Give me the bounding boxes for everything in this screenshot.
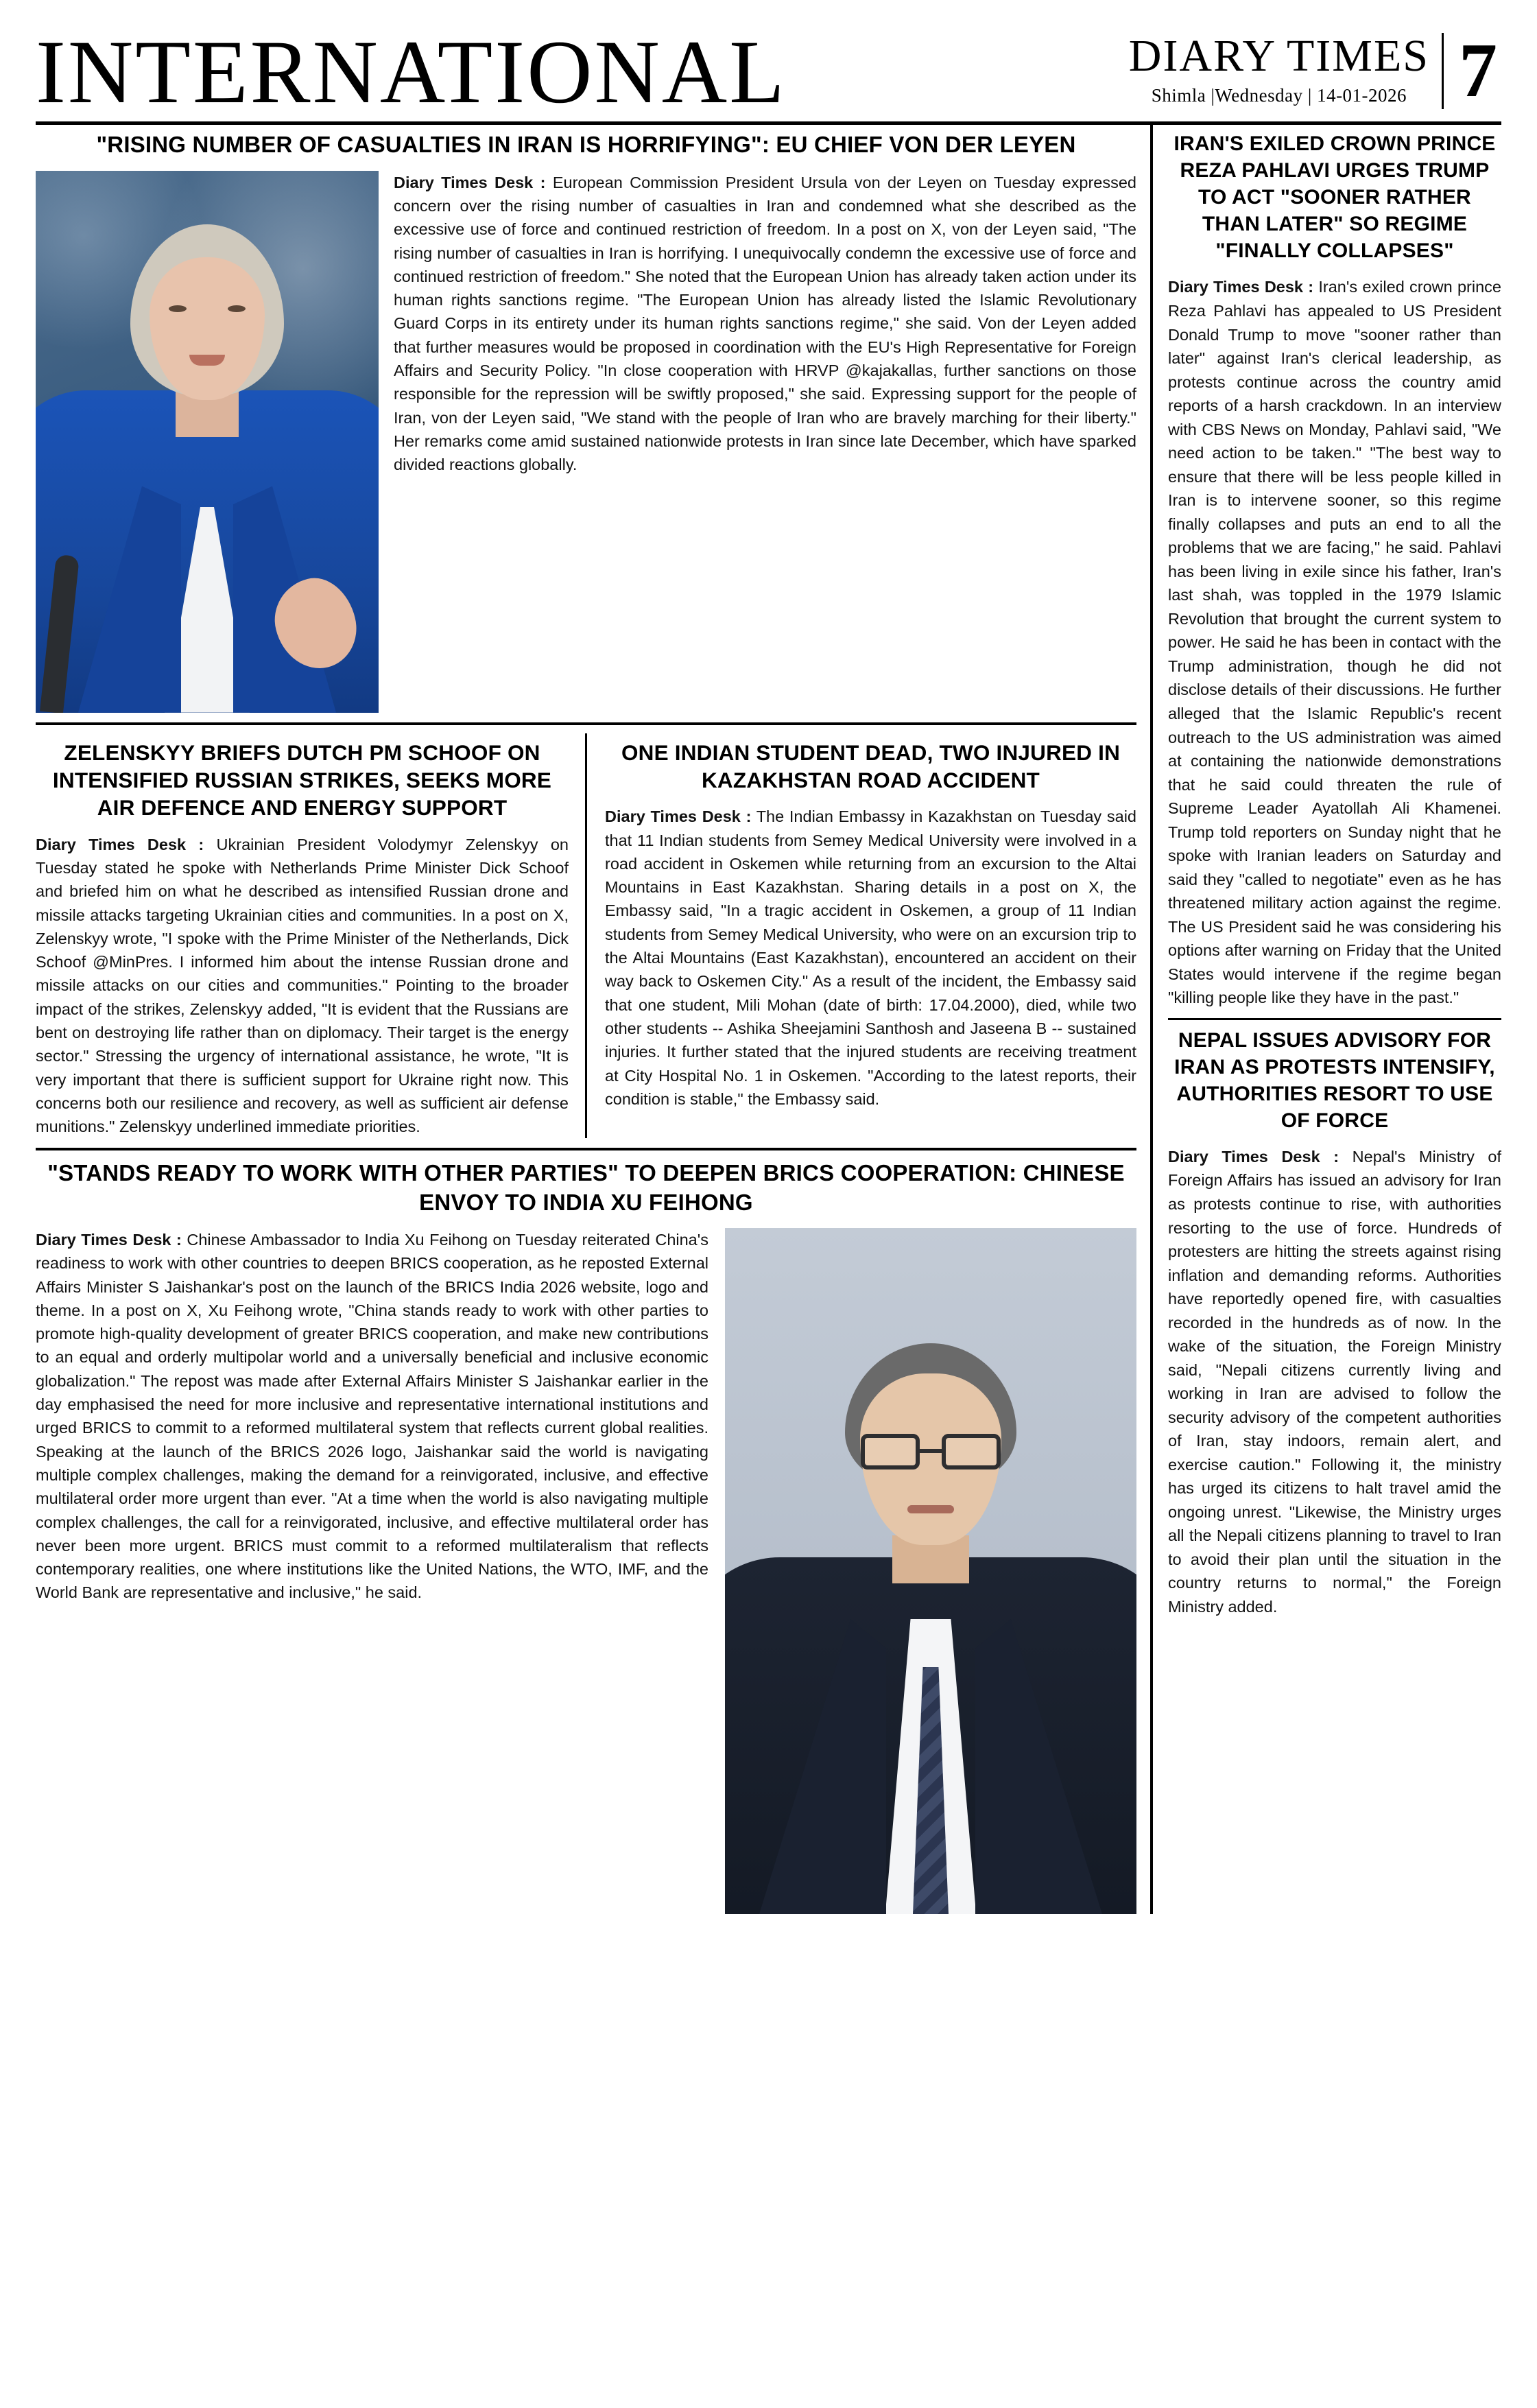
article-brics xyxy=(36,1159,1136,1913)
article-zelenskyy-text: Ukrainian President Volodymyr Zelenskyy on Tuesday stated he spoke with Netherlands Prime Minister Dick Schoof and briefed him on what he described as intensified Russian drone and missile attacks targeting Ukrainian cities and communities. In a post on X, Zelenskyy wrote, "I spoke with the Prime Minister of the Netherlands, Dick Schoof @MinPres. I informed him about the intense Russian drone and missile attacks on our cities and communities." Pointing to the broader impact of the strikes, Zelenskyy added, "It is evident that the Russians are bent on destroying life rather than on diplomacy. Their target is the energy sector." Stressing the urgency of international assistance, he wrote, "It is very important that there is sufficient support for Ukraine right now. This concerns both our resilience and recovery, as well as sufficient air defense munitions." Zelenskyy underlined immediate priorities. xyxy=(36,835,569,1136)
page-title: INTERNATIONAL xyxy=(36,21,787,122)
edition-line: Shimla |Wednesday | 14-01-2026 xyxy=(1151,84,1407,106)
article-pahlavi-headline: IRAN'S EXILED CROWN PRINCE REZA PAHLAVI URGES TRUMP TO ACT "SOONER RATHER THAN LATER" SO REGIME "FINALLY COLLAPSES" xyxy=(1173,132,1496,263)
masthead-right xyxy=(1128,27,1501,114)
article-nepal xyxy=(1168,1027,1501,1619)
brand-block xyxy=(1128,30,1444,110)
article-zelenskyy-body xyxy=(36,833,569,1139)
article-kazakhstan-text: The Indian Embassy in Kazakhstan on Tuesday said that 11 Indian students from Semey Medical University were involved in a road accident in Oskemen while returning from an excursion to the Altai Mountains in East Kazakhstan. Sharing details in a post on X, the Embassy said, "In a tragic accident in Oskemen, a group of 11 Indian students from Semey Medical University, who were on an excursion trip to the Altai Mountains (East Kazakhstan), encountered an accident on their way back to Oskemen City." As a result of the incident, the Embassy said that one student, Mili Mohan (date of birth: 17.04.2000), died, while two other students -- Ashika Sheejamini Santhosh and Jaseena B -- sustained injuries. It further stated that the injured students are receiving treatment at City Hospital No. 1 in Oskemen. "According to the latest reports, their condition is stable," the Embassy said. xyxy=(605,807,1137,1108)
dateline-label: Diary Times Desk : xyxy=(1168,278,1314,296)
dateline-label: Diary Times Desk : xyxy=(605,807,752,826)
article-zelenskyy xyxy=(36,733,585,1139)
article-pahlavi-text: Iran's exiled crown prince Reza Pahlavi has appealed to US President Donald Trump to move "sooner rather than later" against Iran's clerical leadership, as protests continue across the country amid reports of a harsh crackdown. In an interview with CBS News on Monday, Pahlavi said, "We need action to be taken." "The best way to ensure that there will be less people killed in Iran is to intervene sooner, so this regime finally collapses and puts an end to all the problems that we are facing," he said. Pahlavi has been living in exile since his father, Iran's last shah, was toppled in the 1979 Islamic Revolution that brought the current system to power. He said he has been in contact with the Trump administration, though he did not disclose details of their discussions. He further alleged that the Islamic Republic's recent outreach to the US administration was aimed at containing the nationwide demonstrations that he said could threaten the rule of Supreme Leader Ayatollah Ali Khamenei. Trump told reporters on Sunday night that he spoke with Iranian leaders on Saturday and said they "called to negotiate" even as he has threatened military action against the regime. The US President said he was considering his options after warning on Friday that the United States would intervene if the regime began "killing people like they have in the past." xyxy=(1168,278,1501,1007)
dateline-label: Diary Times Desk : xyxy=(1168,1147,1339,1166)
dateline-label: Diary Times Desk : xyxy=(36,1230,182,1249)
article-pahlavi xyxy=(1168,130,1501,1009)
side-column xyxy=(1153,125,1501,1914)
brand-name: DIARY TIMES xyxy=(1128,30,1429,81)
article-nepal-headline: NEPAL ISSUES ADVISORY FOR IRAN AS PROTESTS INTENSIFY, AUTHORITIES RESORT TO USE OF FORCE xyxy=(1174,1028,1495,1132)
masthead xyxy=(36,21,1501,122)
article-nepal-body xyxy=(1168,1145,1501,1619)
article-pahlavi-body xyxy=(1168,275,1501,1009)
article-kazakhstan-headline: ONE INDIAN STUDENT DEAD, TWO INJURED IN KAZAKHSTAN ROAD ACCIDENT xyxy=(621,740,1121,792)
article-kazakhstan xyxy=(587,733,1136,1139)
article-brics-text: Chinese Ambassador to India Xu Feihong on Tuesday reiterated China's readiness to work with other countries to deepen BRICS cooperation, as he reposted External Affairs Minister S Jaishankar's post on the launch of the BRICS India 2026 website, logo and theme. In a post on X, Xu Feihong wrote, "China stands ready to work with other parties to promote high-quality development of greater BRICS cooperation, and make new contributions to an equal and orderly multipolar world and a universally beneficial and inclusive economic globalization." The repost was made after External Affairs Minister S Jaishankar earlier in the day emphasised the need for more inclusive and representative international institutions and urged BRICS to commit to a reformed multilateral system that reflects current global realities. Speaking at the launch of the BRICS 2026 logo, Jaishankar said the world is navigating multiple complex challenges, making the demand for a reinvigorated, inclusive, and effective multilateral order more urgent than ever. "At a time when the world is also navigating multiple complex challenges, the call for a reinvigorated, inclusive, and effective multilateral order has never been more urgent. BRICS must commit to a reformed multilateralism that reflects contemporary realities, one where institutions like the United Nations, the WTO, IMF, and the World Bank are representative and inclusive," he said. xyxy=(36,1230,708,1602)
article-lead-text: European Commission President Ursula von der Leyen on Tuesday expressed concern over the rising number of casualties in Iran and condemned what she described as the excessive use of force and continued restriction of freedom. In a post on X, von der Leyen said, "The rising number of casualties in Iran is horrifying. I unequivocally condemn the excessive use of force and continued restriction of freedom." She noted that the European Union has already taken action under its human rights sanctions regime. "The European Union has already listed the Islamic Revolutionary Guard Corps in its entirety under its human rights sanctions regime," she said. Von der Leyen added that further measures would be proposed in coordination with the EU's High Representative for Foreign Affairs and Security Policy. "In close cooperation with HRVP @kajakallas, further sanctions on those responsible for the repression will be swiftly proposed," she said. Expressing support for the people of Iran, von der Leyen said, "We stand with the people of Iran who are bravely marching for their liberty." Her remarks come amid sustained nationwide protests in Iran since late December, which have sparked divided reactions globally. xyxy=(394,173,1136,474)
article-zelenskyy-headline: ZELENSKYY BRIEFS DUTCH PM SCHOOF ON INTENSIFIED RUSSIAN STRIKES, SEEKS MORE AIR DEFENCE AND ENERGY SUPPORT xyxy=(52,740,552,821)
page-number: 7 xyxy=(1459,27,1497,113)
section-divider-3 xyxy=(1168,1018,1501,1020)
xu-feihong-photo xyxy=(725,1228,1136,1914)
section-divider-1 xyxy=(36,722,1136,725)
ursula-von-der-leyen-photo xyxy=(36,171,379,713)
article-brics-headline: "STANDS READY TO WORK WITH OTHER PARTIES" TO DEEPEN BRICS COOPERATION: CHINESE ENVOY TO INDIA XU FEIHONG xyxy=(47,1160,1125,1215)
article-lead-headline: "RISING NUMBER OF CASUALTIES IN IRAN IS HORRIFYING": EU CHIEF VON DER LEYEN xyxy=(96,132,1076,158)
section-divider-2 xyxy=(36,1148,1136,1150)
article-nepal-text: Nepal's Ministry of Foreign Affairs has issued an advisory for Iran as protests continue to rise, with authorities resorting to the use of force. Hundreds of protesters are hitting the streets against rising inflation and demanding reforms. Authorities have reportedly opened fire, with casualties recorded in the hundreds as of now. In the wake of the situation, the Foreign Ministry said, "Nepali citizens currently living and working in Iran are advised to follow the security advisory of the competent authorities of Iran, stay indoors, remain alert, and exercise caution." Following it, the ministry has urged its citizens to halt travel amid the ongoing unrest. "Likewise, the Ministry urges all the Nepali citizens planning to travel to Iran to avoid their plan until the situation in the country returns to normal," the Foreign Ministry added. xyxy=(1168,1147,1502,1616)
main-column xyxy=(36,125,1150,1914)
article-lead-body xyxy=(394,171,1136,477)
mid-row xyxy=(36,733,1136,1139)
article-brics-body xyxy=(36,1228,708,1605)
content-grid xyxy=(36,125,1501,1914)
dateline-label: Diary Times Desk : xyxy=(394,173,546,191)
dateline-label: Diary Times Desk : xyxy=(36,835,204,853)
article-kazakhstan-body xyxy=(605,805,1136,1111)
article-lead xyxy=(36,130,1136,712)
